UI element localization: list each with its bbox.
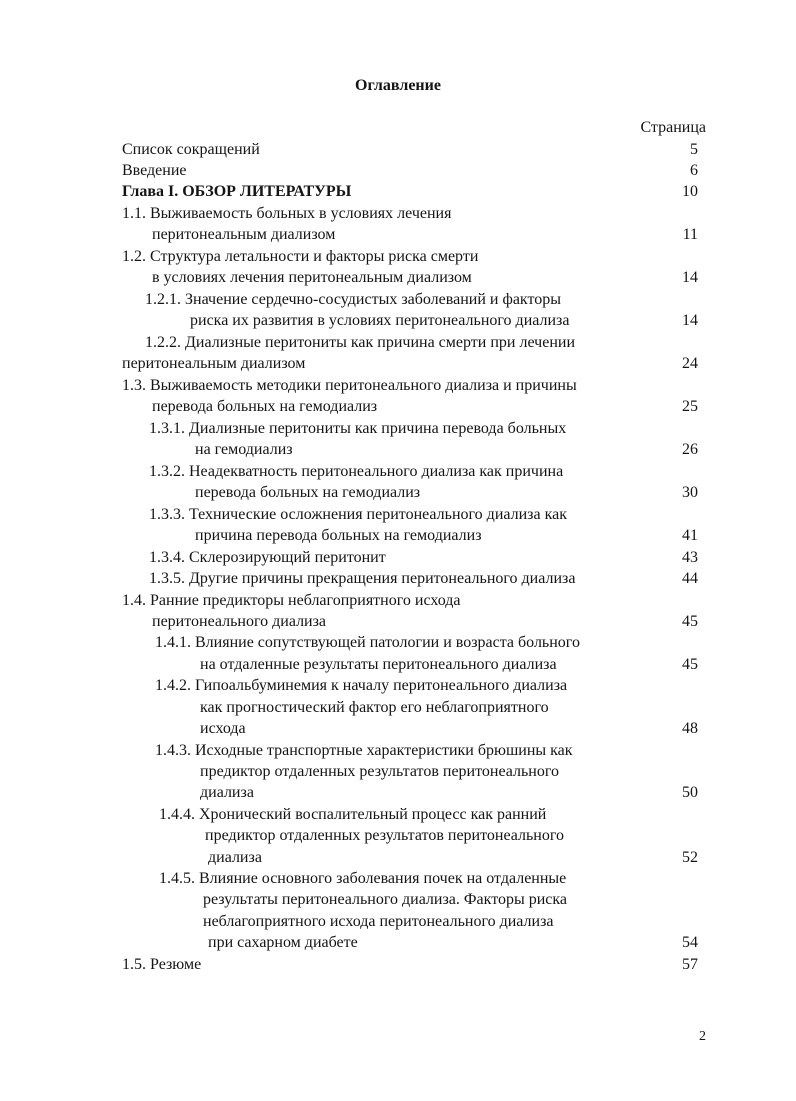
toc-line [0, 504, 796, 525]
toc-line-page: 6 [690, 162, 698, 179]
toc-line-page: 30 [682, 484, 698, 501]
toc-line-text: на отдаленные результаты перитонеального диализа [200, 656, 557, 673]
toc-line [0, 332, 796, 353]
toc-line-text: перитонеальным диализом [152, 226, 336, 243]
toc-line [0, 181, 796, 202]
toc-line [0, 568, 796, 589]
toc-line-text: 1.1. Выживаемость больных в условиях лечения [122, 205, 452, 222]
toc-line-text: 1.4.2. Гипоальбуминемия к началу перитонеального диализа [155, 677, 568, 694]
toc-line [0, 868, 796, 889]
toc-line [0, 611, 796, 632]
toc-line [0, 160, 796, 181]
toc-line-page: 5 [690, 141, 698, 158]
toc-line-page: 10 [682, 183, 698, 200]
toc-line-page: 50 [682, 784, 698, 801]
toc-line [0, 804, 796, 825]
toc-line [0, 654, 796, 675]
toc-line [0, 418, 796, 439]
toc-line-text: 1.3. Выживаемость методики перитонеального диализа и причины [122, 377, 577, 394]
toc-line-text: 1.2. Структура летальности и факторы риска смерти [122, 248, 479, 265]
toc-line-page: 45 [682, 656, 698, 673]
toc-line [0, 825, 796, 846]
toc-line [0, 954, 796, 975]
toc-line [0, 482, 796, 503]
toc-line [0, 632, 796, 653]
toc-line-text: 1.5. Резюме [122, 956, 202, 973]
toc-line-page: 11 [682, 226, 698, 243]
toc-line [0, 932, 796, 953]
toc-line [0, 847, 796, 868]
toc-line [0, 289, 796, 310]
toc-line-text: 1.3.2. Неадекватность перитонеального диализа как причина [149, 463, 564, 480]
toc-line [0, 246, 796, 267]
toc-line-page: 54 [682, 934, 698, 951]
toc-line-text: предиктор отдаленных результатов перитонеального [200, 763, 559, 780]
toc-line [0, 782, 796, 803]
toc-line-text: при сахарном диабете [208, 934, 358, 951]
toc-line-text: 1.4. Ранние предикторы неблагоприятного исхода [122, 592, 461, 609]
toc-line [0, 375, 796, 396]
toc-line-page: 41 [682, 527, 698, 544]
toc-line [0, 761, 796, 782]
toc-line-text: исхода [200, 720, 246, 737]
toc-line-text: Список сокращений [122, 141, 260, 158]
toc-line-text: предиктор отдаленных результатов перитонеального [205, 827, 564, 844]
toc-line-text: 1.4.1. Влияние сопутствующей патологии и возраста больного [155, 634, 580, 651]
toc-line-text: 1.3.4. Склерозирующий перитонит [149, 549, 386, 566]
toc-line [0, 718, 796, 739]
toc-line [0, 911, 796, 932]
toc-line-page: 52 [682, 849, 698, 866]
toc-line-page: 44 [682, 570, 698, 587]
toc-line-text: на гемодиализ [195, 441, 293, 458]
toc-line [0, 267, 796, 288]
toc-line-text: риска их развития в условиях перитонеального диализа [190, 312, 570, 329]
toc-line-text: Глава I. ОБЗОР ЛИТЕРАТУРЫ [122, 183, 352, 200]
toc-line-page: 26 [682, 441, 698, 458]
toc-line-text: 1.2.1. Значение сердечно-сосудистых заболеваний и факторы [145, 291, 562, 308]
toc-line [0, 203, 796, 224]
toc-line-text: перевода больных на гемодиализ [152, 398, 378, 415]
toc-line [0, 461, 796, 482]
toc-line [0, 525, 796, 546]
toc-line-text: неблагоприятного исхода перитонеального диализа [203, 913, 554, 930]
toc-line-page: 24 [682, 355, 698, 372]
toc-line [0, 740, 796, 761]
toc-line [0, 889, 796, 910]
toc-line-text: 1.3.1. Диализные перитониты как причина перевода больных [149, 420, 567, 437]
toc-line-page: 57 [682, 956, 698, 973]
toc-line-text: причина перевода больных на гемодиализ [195, 527, 482, 544]
toc-line-text: как прогностический фактор его неблагоприятного [200, 699, 549, 716]
toc-line-page: 14 [682, 269, 698, 286]
toc-line-text: в условиях лечения перитонеальным диализом [152, 269, 472, 286]
toc-line-text: 1.4.5. Влияние основного заболевания почек на отдаленные [159, 870, 567, 887]
toc-line-page: 25 [682, 398, 698, 415]
toc-line [0, 353, 796, 374]
toc-line-page: 43 [682, 549, 698, 566]
toc-line-text: 1.3.5. Другие причины прекращения перитонеального диализа [149, 570, 576, 587]
toc-line [0, 590, 796, 611]
toc-line-page: 14 [682, 312, 698, 329]
toc-line [0, 396, 796, 417]
page-title: Оглавление [355, 77, 441, 94]
toc-line [0, 697, 796, 718]
toc-line-text: результаты перитонеального диализа. Факторы риска [203, 891, 568, 908]
page-column-label: Страница [640, 119, 706, 136]
toc-line-text: диализа [208, 849, 262, 866]
toc-line-text: перевода больных на гемодиализ [195, 484, 421, 501]
toc-line [0, 547, 796, 568]
toc-line-text: Введение [122, 162, 187, 179]
toc-line [0, 439, 796, 460]
toc-line [0, 139, 796, 160]
toc-line-text: 1.3.3. Технические осложнения перитонеального диализа как [149, 506, 567, 523]
toc-line-text: 1.4.3. Исходные транспортные характеристики брюшины как [155, 742, 573, 759]
toc-line [0, 675, 796, 696]
toc-line-text: перитонеального диализа [152, 613, 327, 630]
toc-line-text: перитонеальным диализом [122, 355, 306, 372]
toc-line [0, 310, 796, 331]
toc-line [0, 224, 796, 245]
page-number: 2 [699, 1029, 706, 1044]
toc-line-text: 1.2.2. Диализные перитониты как причина смерти при лечении [145, 334, 575, 351]
toc-line-page: 48 [682, 720, 698, 737]
toc-line-page: 45 [682, 613, 698, 630]
toc-line-text: 1.4.4. Хронический воспалительный процесс как ранний [159, 806, 547, 823]
toc-line-text: диализа [200, 784, 254, 801]
